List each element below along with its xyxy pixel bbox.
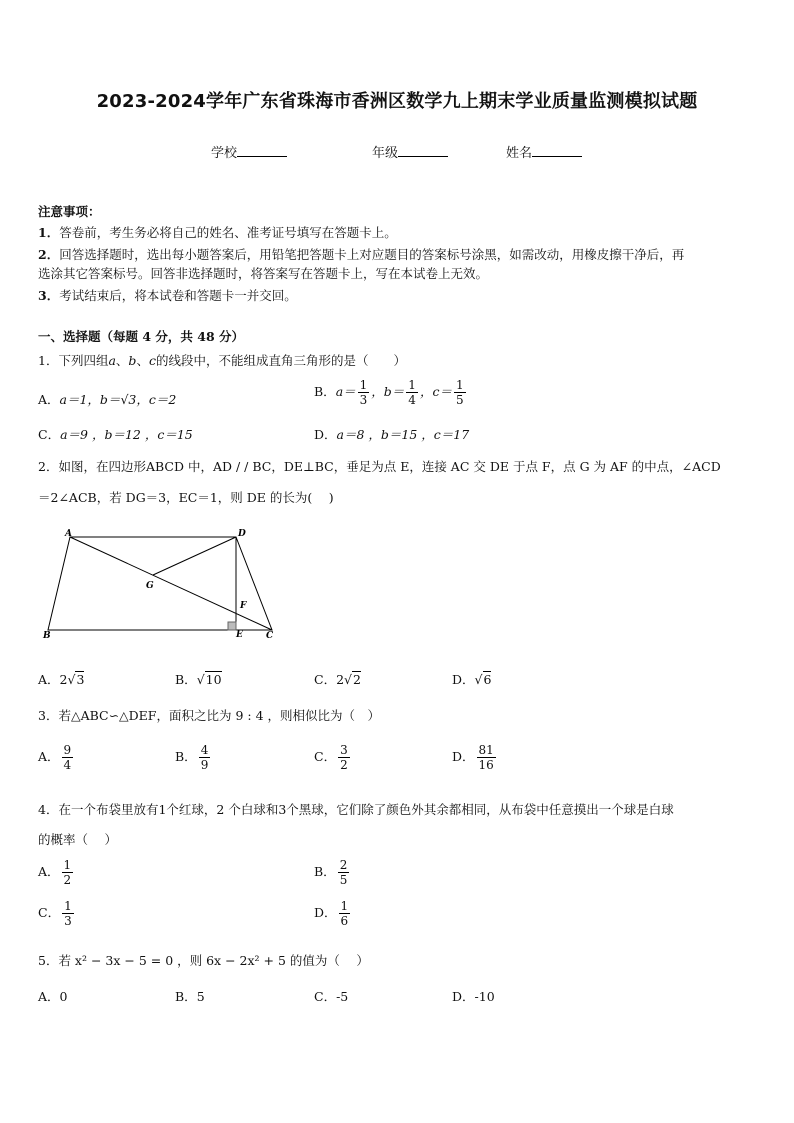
q5-option-a-label: A． [38, 989, 60, 1004]
q1-option-b-frac-b [406, 378, 418, 407]
q4-option-c [38, 899, 76, 928]
frac-num: 4 [200, 743, 209, 757]
q4-option-d [314, 899, 352, 928]
q3-option-a [38, 743, 75, 772]
frac-num: 1 [64, 899, 72, 913]
q4-option-b-frac [338, 858, 350, 887]
q5-option-c-text: -5 [336, 989, 349, 1004]
q3-option-b-frac [199, 743, 211, 772]
radical-icon: √ [344, 672, 352, 687]
q1-stem-a: 1．下列四组 [38, 353, 109, 368]
q2-option-b-label: B． [175, 672, 197, 687]
q1-option-b-frac-a [358, 378, 370, 407]
frac-num: 3 [340, 743, 348, 757]
frac-num: 1 [63, 858, 72, 872]
q2-option-a [38, 670, 84, 690]
frac-den: 3 [359, 393, 368, 407]
frac-num: 9 [63, 743, 72, 757]
q4-option-c-label: C． [38, 905, 61, 920]
q1-sep-2: 、 [136, 353, 149, 368]
q5-option-b [175, 987, 205, 1007]
q1-option-c-label: C． [38, 427, 61, 442]
note-2-num: 2． [38, 247, 60, 262]
radical-icon: √ [67, 672, 76, 687]
q4-option-d-frac [339, 899, 351, 928]
q1-option-b [314, 378, 468, 407]
note-3 [38, 286, 297, 306]
label-a: A [65, 529, 72, 539]
name-field [506, 142, 582, 161]
label-b: B [43, 631, 51, 641]
q1-stem-b: 的线段中，不能组成直角三角形的是（ ） [155, 353, 406, 368]
section-title: 一、选择题（每题 4 分，共 48 分） [38, 329, 245, 344]
q2-option-c-rad: 2 [353, 672, 361, 687]
q2-option-a-label: A． [38, 672, 60, 687]
q1-option-b-c: ，c＝ [419, 384, 452, 399]
q2-option-a-coef: 2 [59, 672, 68, 687]
q2-option-d-rad: 6 [483, 672, 492, 687]
note-2-cont: 选涂其它答案标号。回答非选择题时，将答案写在答题卡上，写在本试卷上无效。 [38, 266, 489, 281]
q4-stem-line1: 4．在一个布袋里放有1个红球，2 个白球和3个黑球，它们除了颜色外其余都相同，从布袋中任意摸出一个球是白球 [38, 802, 674, 817]
q3-option-a-frac [62, 743, 74, 772]
note-2 [38, 245, 684, 265]
frac-num: 1 [359, 378, 368, 392]
label-e: E [236, 630, 243, 640]
label-g: G [146, 581, 154, 591]
q1-sep-1: 、 [115, 353, 129, 368]
frac-den: 2 [63, 873, 72, 887]
q2-stem-line1: 2．如图，在四边形ABCD 中，AD / / BC，DE⊥BC，垂足为点 E，连接 AC 交 DE 于点 F，点 G 为 AF 的中点，∠ACD [38, 459, 721, 474]
q1-option-b-a: a＝ [335, 384, 356, 399]
q1-option-a [38, 390, 176, 410]
frac-den: 4 [408, 393, 416, 407]
q1-option-d [314, 425, 469, 445]
q1-option-b-frac-c [454, 378, 466, 407]
name-label: 姓名 [506, 146, 533, 161]
q5-stem: 5．若 x² − 3x − 5 = 0 ，则 6x − 2x² + 5 的值为（ ） [38, 953, 369, 968]
school-blank [237, 144, 287, 157]
name-blank [532, 144, 582, 157]
q1-option-a-text: a＝1，b＝√3，c＝2 [59, 392, 177, 407]
q3-option-a-label: A． [38, 749, 60, 764]
frac-num: 2 [339, 858, 348, 872]
q1-option-b-label: B． [314, 384, 336, 399]
grade-blank [398, 144, 448, 157]
label-f: F [240, 601, 247, 611]
q4-stem-line2: 的概率（ ） [38, 832, 117, 847]
note-1 [38, 223, 397, 243]
frac-den: 5 [339, 873, 348, 887]
q3-option-c-label: C． [314, 749, 337, 764]
q2-option-c [314, 670, 361, 690]
grade-field [372, 142, 448, 161]
q3-option-b-label: B． [175, 749, 197, 764]
q5-option-d-label: D． [452, 989, 475, 1004]
q1-var-c: c [148, 353, 156, 368]
q4-option-c-frac [62, 899, 74, 928]
q3-option-d [452, 743, 498, 772]
q2-option-d-label: D． [452, 672, 475, 687]
q2-option-d [452, 670, 491, 690]
q5-option-c-label: C． [314, 989, 337, 1004]
q2-option-b [175, 670, 222, 690]
notes-heading: 注意事项： [38, 204, 101, 219]
q4-option-a-label: A． [38, 864, 60, 879]
frac-den: 2 [340, 758, 348, 772]
school-field [211, 142, 287, 161]
q2-figure [38, 525, 288, 645]
q1-option-d-label: D． [314, 427, 337, 442]
frac-den: 16 [478, 758, 494, 772]
frac-den: 6 [340, 914, 349, 928]
note-3-text: 考试结束后，将本试卷和答题卡一并交回。 [59, 288, 297, 303]
q3-option-c-frac [338, 743, 350, 772]
q1-option-d-text: a＝8 ，b＝15 ，c＝17 [336, 427, 470, 442]
radical-icon: √ [474, 672, 483, 687]
q3-stem: 3．若△ABC∽△DEF，面积之比为 9 : 4 ，则相似比为（ ） [38, 708, 380, 723]
q3-option-d-frac [477, 743, 496, 772]
note-2-text-a: 回答选择题时，选出每小题答案后，用铅笔把答题卡上对应题目的答案标号涂黑，如需改动，用橡皮擦干净后，再 [59, 247, 685, 262]
q2-option-c-label: C． [314, 672, 337, 687]
radical-icon: √ [196, 672, 205, 687]
q1-var-b: b [128, 353, 137, 368]
note-1-num: 1． [38, 225, 60, 240]
frac-den: 5 [455, 393, 464, 407]
q4-option-b [314, 858, 351, 887]
q3-option-b [175, 743, 212, 772]
quadrilateral-abcd [48, 537, 272, 630]
q4-option-d-label: D． [314, 905, 337, 920]
q4-option-a [38, 858, 75, 887]
q1-option-b-b: ，b＝ [371, 384, 405, 399]
q2-stem-line2: ＝2∠ACB，若 DG＝3，EC＝1，则 DE 的长为( ) [38, 490, 334, 505]
segment-gd [153, 537, 236, 575]
q5-option-c [314, 987, 348, 1007]
label-c: C [266, 631, 274, 641]
q5-option-a [38, 987, 67, 1007]
q1-var-a: a [108, 353, 116, 368]
q1-option-c-text: a＝9 ，b＝12 ，c＝15 [60, 427, 193, 442]
q5-option-d [452, 987, 495, 1007]
note-1-text: 答卷前，考生务必将自己的姓名、准考证号填写在答题卡上。 [59, 225, 397, 240]
q3-option-d-label: D． [452, 749, 475, 764]
frac-den: 9 [200, 758, 209, 772]
frac-num: 1 [408, 378, 416, 392]
q1-option-c [38, 425, 193, 445]
q5-option-a-text: 0 [59, 989, 68, 1004]
q2-option-c-coef: 2 [336, 672, 345, 687]
note-3-num: 3． [38, 288, 60, 303]
q5-option-b-text: 5 [196, 989, 205, 1004]
label-d: D [238, 529, 246, 539]
frac-num: 1 [340, 899, 349, 913]
q4-option-a-frac [62, 858, 74, 887]
q2-option-b-rad: 10 [205, 672, 222, 687]
right-angle-mark [228, 622, 236, 630]
q1-stem [38, 351, 406, 371]
school-label: 学校 [211, 146, 238, 161]
grade-label: 年级 [372, 146, 399, 161]
page-title: 2023-2024学年广东省珠海市香洲区数学九上期末学业质量监测模拟试题 [96, 91, 698, 112]
q2-option-a-rad: 3 [76, 672, 85, 687]
q5-option-d-text: -10 [474, 989, 495, 1004]
frac-den: 4 [63, 758, 72, 772]
q5-option-b-label: B． [175, 989, 197, 1004]
q4-option-b-label: B． [314, 864, 336, 879]
q3-option-c [314, 743, 352, 772]
frac-num: 1 [455, 378, 464, 392]
frac-den: 3 [64, 914, 72, 928]
frac-num: 81 [478, 743, 494, 757]
q1-option-a-label: A． [38, 392, 60, 407]
